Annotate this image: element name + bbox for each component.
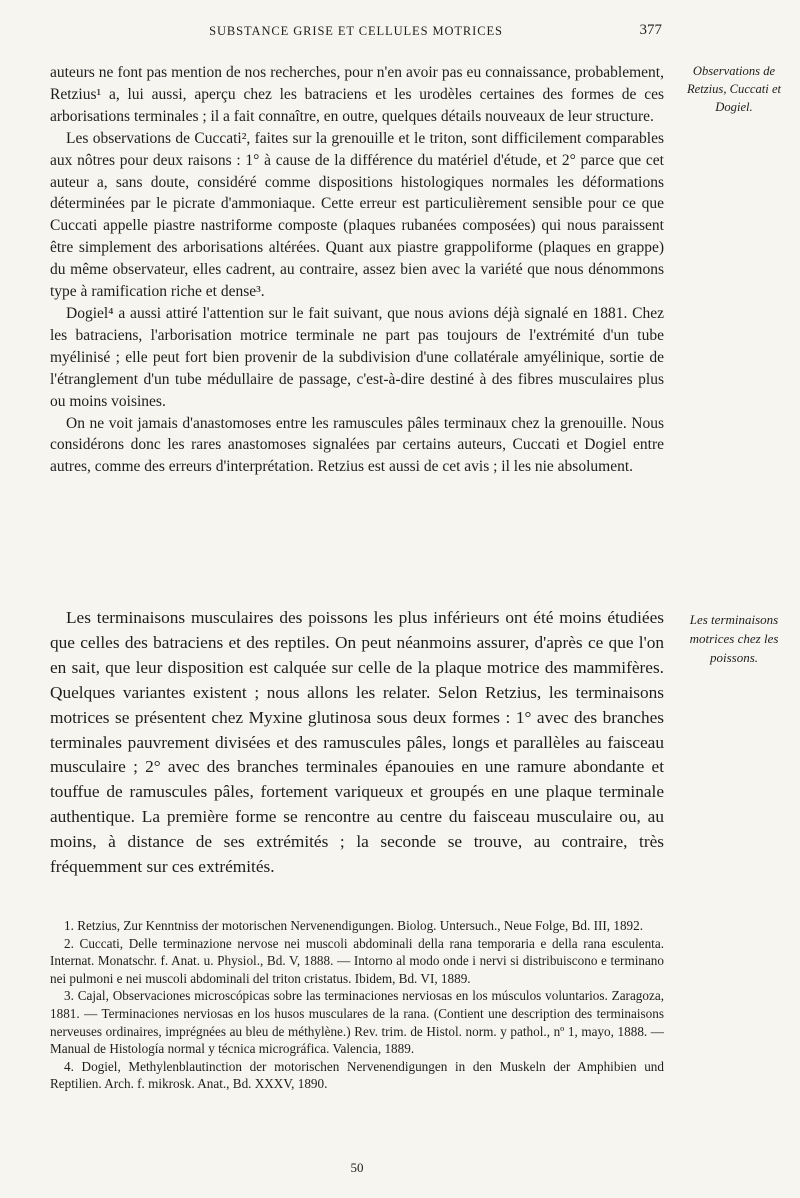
page-header [50,22,662,42]
margin-note-poissons: Les terminaisons motrices chez les poissons. [689,612,779,665]
body-section-2 [50,606,664,880]
footnote: 1. Retzius, Zur Kenntniss der motorischen Nervenendigungen. Biolog. Untersuch., Neue Folge, Bd. III, 1892. [64,918,644,933]
footnote: 2. Cuccati, Delle terminazione nervose nei muscoli abdominali della rana temporaria e della rana esculenta. Internat. Monatschr. f. Anat. u. Physiol., Bd. V, 1888. — Intorno al modo onde i nervi si distribuiscono e terminano nei pulmoni e nei muscoli abdominali del triton cristatus. Ibidem, Bd. VI, 1889. [50,935,664,986]
paragraph: Dogiel⁴ a aussi attiré l'attention sur le fait suivant, que nous avions déjà signalé en 1881. Chez les batraciens, l'arborisation motrice terminale ne part pas toujours de l'extrémité d'un tube myélinisé ; elle peut fort bien provenir de la subdivision d'une collatérale amyélinique, sortie de l'étranglement d'un tube médullaire de passage, c'est-à-dire destiné à des fibres musculaires plus ou moins voisines. [50,304,664,410]
paragraph: Les terminaisons musculaires des poissons les plus inférieurs ont été moins étudiées que celles des batraciens et des reptiles. On peut néanmoins assurer, d'après ce que l'on en sait, que leur disposition est calquée sur celle de la plaque motrice des mammifères. Quelques variantes existent ; nous allons les relater. Selon Retzius, les terminaisons motrices se présentent chez Myxine glutinosa sous deux formes : 1° avec des branches terminales pauvrement divisées et des ramuscules pâles, longs et parallèles au faisceau musculaire ; 2° avec des branches terminales épanouies en une ramure abondante et touffue de ramuscules pâles, fortement variqueux et groupés en une plaque terminale authentique. La première forme se rencontre au centre du faisceau musculaire ou, au moins, à distance de ses extrémités ; la seconde se trouve, au contraire, très fréquemment sur ces extrémités. [50,608,664,877]
paragraph: auteurs ne font pas mention de nos recherches, pour n'en avoir pas eu connaissance, probablement, Retzius¹ a, lui aussi, aperçu chez les batraciens et les urodèles certaines des formes de ces arborisations terminales ; il a fait connaître, en outre, quelques détails nouveaux de leur structure. [50,64,664,125]
signature-mark: 50 [350,1160,364,1175]
footnote: 4. Dogiel, Methylenblautinction der motorischen Nervenendigungen in den Muskeln der Amphibien und Reptilien. Arch. f. mikrosk. Anat., Bd. XXXV, 1890. [50,1058,664,1092]
page-number: 377 [639,22,662,38]
paragraph: Les observations de Cuccati², faites sur la grenouille et le triton, sont difficilement comparables aux nôtres pour deux raisons : 1° à cause de la différence du matériel d'étude, et 2° parce que cet auteur a, sans doute, considéré comme dispositions histologiques normales les déformations déterminées par le picrate d'ammoniaque. Cette erreur est particulièrement sensible pour ce que Cuccati appelle piastre nastriforme composte (plaques rubanées composées) qui nous paraissent être simplement des arborisations altérées. Quant aux piastre grappoliforme (plaques en grappe) du même observateur, elles cadrent, au contraire, assez bien avec la variété que nous dénommons type à ramification riche et dense³. [50,129,664,301]
paragraph: On ne voit jamais d'anastomoses entre les ramuscules pâles terminaux chez la grenouille. Nous considérons donc les rares anastomoses signalées par certains auteurs, Cuccati et Dogiel entre autres, comme des erreurs d'interprétation. Retzius est aussi de cet avis ; il les nie absolument. [50,414,664,476]
footnote: 3. Cajal, Observaciones microscópicas sobre las terminaciones nerviosas en los músculos voluntarios. Zaragoza, 1881. — Terminaciones nerviosas en los husos musculares de la rana. (Contient une description des terminaisons nerveuses ordinaires, imprégnées au bleu de méthylène.) Rev. trim. de Histol. norm. y pathol., nº 1, mayo, 1888. — Manual de Histología normal y técnica micrográfica. Valencia, 1889. [50,988,664,1057]
footnotes [50,917,664,1093]
running-head: SUBSTANCE GRISE ET CELLULES MOTRICES [209,24,503,38]
margin-note-retzius-cuccati-dogiel: Observations de Retzius, Cuccati et Dogiel. [686,64,782,114]
body-section-1 [50,62,664,478]
